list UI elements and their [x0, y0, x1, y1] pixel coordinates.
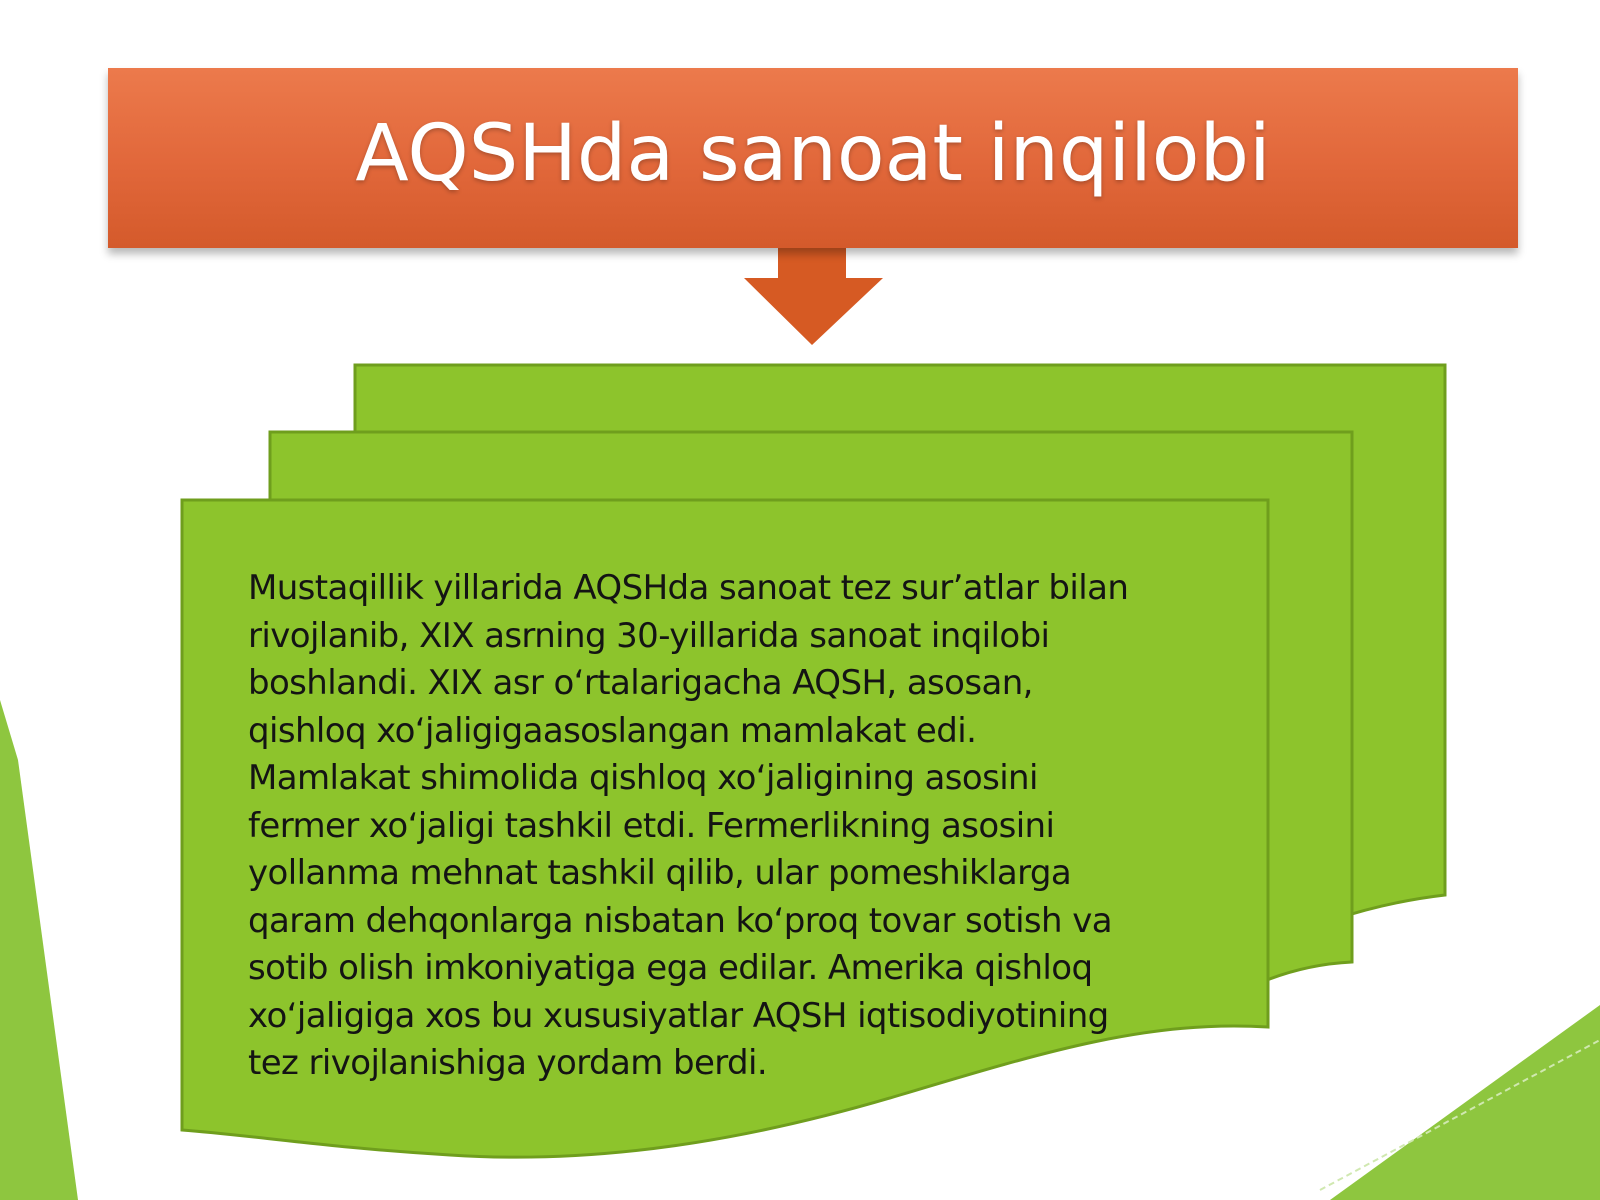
- card-body-text: Mustaqillik yillarida AQSHda sanoat tez sur’atlar bilan rivojlanib, XIX asrning 30-yillarida sanoat inqilobi boshlandi. XIX asr o‘rtalarigacha AQSH, asosan, qishloq xo‘jaligigaasoslangan mamlakat edi. Mamlakat shimolida qishloq xo‘jaligining asosini fermer xo‘jaligi tashkil etdi. Fermerlikning asosini yollanma mehnat tashkil qilib, ular pomeshiklarga qaram dehqonlarga nisbatan ko‘proq tovar sotish va sotib olish imkoniyatiga ega edilar. Amerika qishloq xo‘jaligiga xos bu xususiyatlar AQSH iqtisodiyotining tez rivojlanishiga yordam berdi.: [248, 568, 1129, 1083]
- left-green-wedge: [0, 700, 78, 1200]
- slide-title: AQSHda sanoat inqilobi: [355, 109, 1271, 199]
- right-green-wedge: [1330, 1005, 1600, 1200]
- title-banner: [108, 68, 1518, 248]
- down-arrow-icon: [744, 245, 883, 345]
